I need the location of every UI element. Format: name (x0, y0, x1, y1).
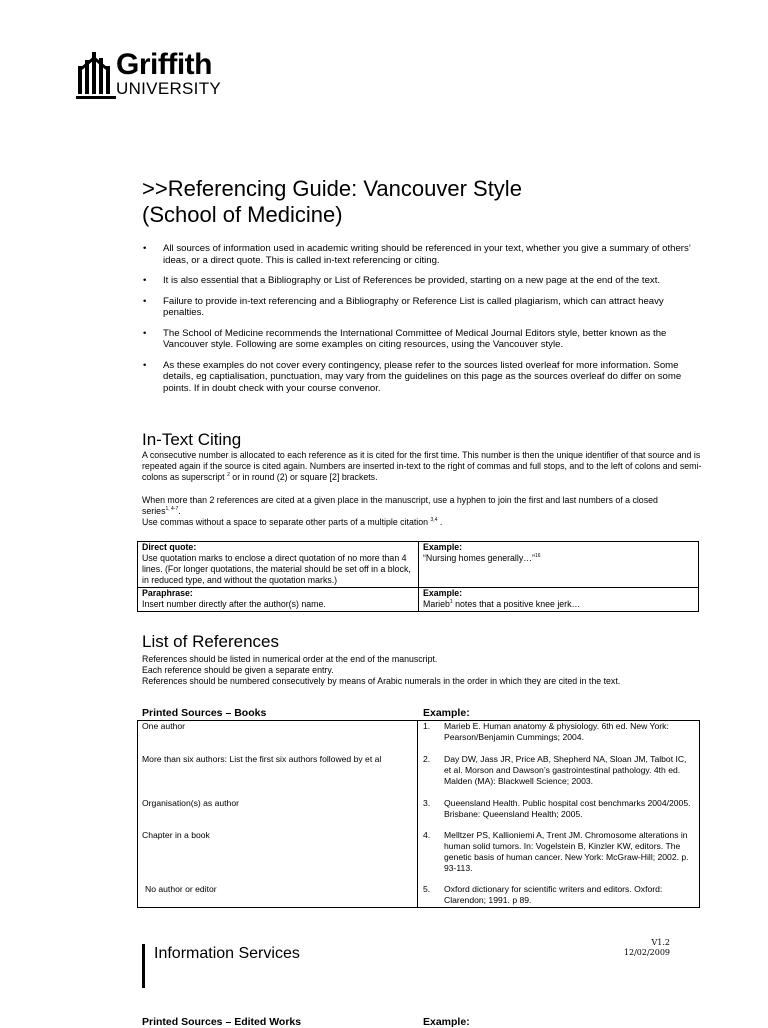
direct-quote-cell: Direct quote: Use quotation marks to enclose a direct quotation of no more than 4 lines. (For longer quotations, the material should be set off in a block, in reduced type, and without the quotation marks.) (138, 542, 419, 588)
ref-type-no-author: No author or editor (145, 884, 217, 894)
example-2-cell: Example: Marieb$^1$ notes that a positive knee jerk… (419, 588, 699, 612)
ref-number: 3. (423, 798, 431, 808)
list-of-references-heading: List of References (142, 632, 280, 651)
ref-example-text: Queensland Health. Public hospital cost benchmarks 2004/2005. Brisbane: Queensland Health; 2005. (444, 798, 691, 819)
ref-number: 2. (423, 754, 431, 764)
books-table-heading: Printed Sources – Books (142, 707, 267, 719)
in-text-para-1: A consecutive number is allocated to each reference as it is cited for the first time. This number is then the unique identifier of that source and is repeated again if the source is cited again. Numbers are inserted in-text to the right of commas and full stops, and to the left of colons and semi-colons as superscript $^2$ or in round (2) or square [2] brackets. (142, 450, 702, 482)
logo-university-text: UNIVERSITY (116, 79, 222, 98)
footer-information-services: Information Services (154, 945, 300, 962)
table-row (138, 588, 699, 612)
ref-number: 5. (423, 884, 431, 894)
ref-type-chapter: Chapter in a book (142, 830, 210, 840)
citation-examples-table (137, 541, 699, 612)
edited-works-example-heading: Example: (423, 1016, 470, 1028)
in-text-para-3: Use commas without a space to separate other parts of a multiple citation $^{3,4}$ . (142, 517, 443, 527)
ref-type-six-authors: More than six authors: List the first six authors followed by et al (142, 754, 382, 764)
bullet-item: • Failure to provide in-text referencing and a Bibliography or Reference List is called plagiarism, which can attract heavy penalties. (143, 295, 664, 318)
title-line-1: >>Referencing Guide: Vancouver Style (142, 176, 522, 201)
bullet-item: • As these examples do not cover every contingency, please refer to the sources listed overleaf for more information. Some details, eg captialisation, punctuation, may vary from the guidelines on this page as the sources overleaf do differ on some points. If in doubt check with your course convenor. (143, 359, 682, 394)
ref-type-organisation: Organisation(s) as author (142, 798, 239, 808)
example-1-cell: Example: “Nursing homes generally…”$^{16}$ (419, 542, 699, 588)
ref-example-text: Marieb E. Human anatomy & physiology. 6th ed. New York: Pearson/Benjamin Cummings; 2004. (444, 721, 669, 742)
bullet-dot-icon: • (143, 243, 147, 254)
ref-number: 1. (423, 721, 431, 731)
ref-example-text: Melltzer PS, Kallioniemi A, Trent JM. Chromosome alterations in human solid tumors. In: Vogelstein B, Kinzler KW, editors. The genetic basis of human cancer. New York: McGraw-Hill; 2002. p. 93-113. (444, 830, 689, 873)
edited-works-heading: Printed Sources – Edited Works (142, 1016, 302, 1028)
in-text-para-2: When more than 2 references are cited at a given place in the manuscript, use a hyphen to join the first and last numbers of a closed series$^{1, 4-7}$. (142, 495, 658, 516)
footer-bar (142, 944, 145, 988)
page-title (142, 176, 702, 228)
references-intro: References should be listed in numerical order at the end of the manuscript. Each reference should be given a separate entry. References should be numbered consecutively by means of Arabic numerals in the order in which they are cited in the text. (142, 654, 621, 686)
intro-bullet-list (142, 243, 698, 403)
ref-example-text: Oxford dictionary for scientific writers and editors. Oxford: Clarendon; 1991. p 89. (444, 884, 663, 905)
bullet-item: • All sources of information used in academic writing should be referenced in your text, whether you give a summary of others’ ideas, or a direct quote. This is called in-text referencing or citing. (143, 243, 691, 266)
table-row (138, 542, 699, 588)
version-info: V1.2 12/02/2009 (623, 938, 670, 957)
bullet-dot-icon: • (143, 295, 147, 307)
in-text-citing-heading: In-Text Citing (142, 430, 242, 449)
paraphrase-cell: Paraphrase: Insert number directly after the author(s) name. (138, 588, 419, 612)
logo-griffith-text: Griffith (116, 48, 212, 81)
bullet-dot-icon: • (143, 359, 147, 371)
bullet-item: • It is also essential that a Bibliography or List of References be provided, starting on a new page at the end of the text. (143, 275, 661, 286)
bullet-item: • The School of Medicine recommends the International Committee of Medical Journal Editors style, better known as the Vancouver style. Following are some examples on citing resources, using the Vancouver style. (143, 327, 667, 350)
title-line-2: (School of Medicine) (142, 202, 343, 227)
books-example-heading: Example: (423, 707, 470, 719)
ref-example-text: Day DW, Jass JR, Price AB, Shepherd NA, Sloan JM, Talbot IC, et al. Morson and Dawson’s gastrointestinal pathology. 4th ed. Malden (MA): Blackwell Science; 2003. (444, 754, 687, 786)
bullet-dot-icon: • (143, 327, 147, 339)
ref-number: 4. (423, 830, 431, 840)
bullet-dot-icon: • (143, 275, 147, 286)
table-divider (417, 720, 418, 908)
ref-type-one-author: One author (142, 721, 185, 731)
